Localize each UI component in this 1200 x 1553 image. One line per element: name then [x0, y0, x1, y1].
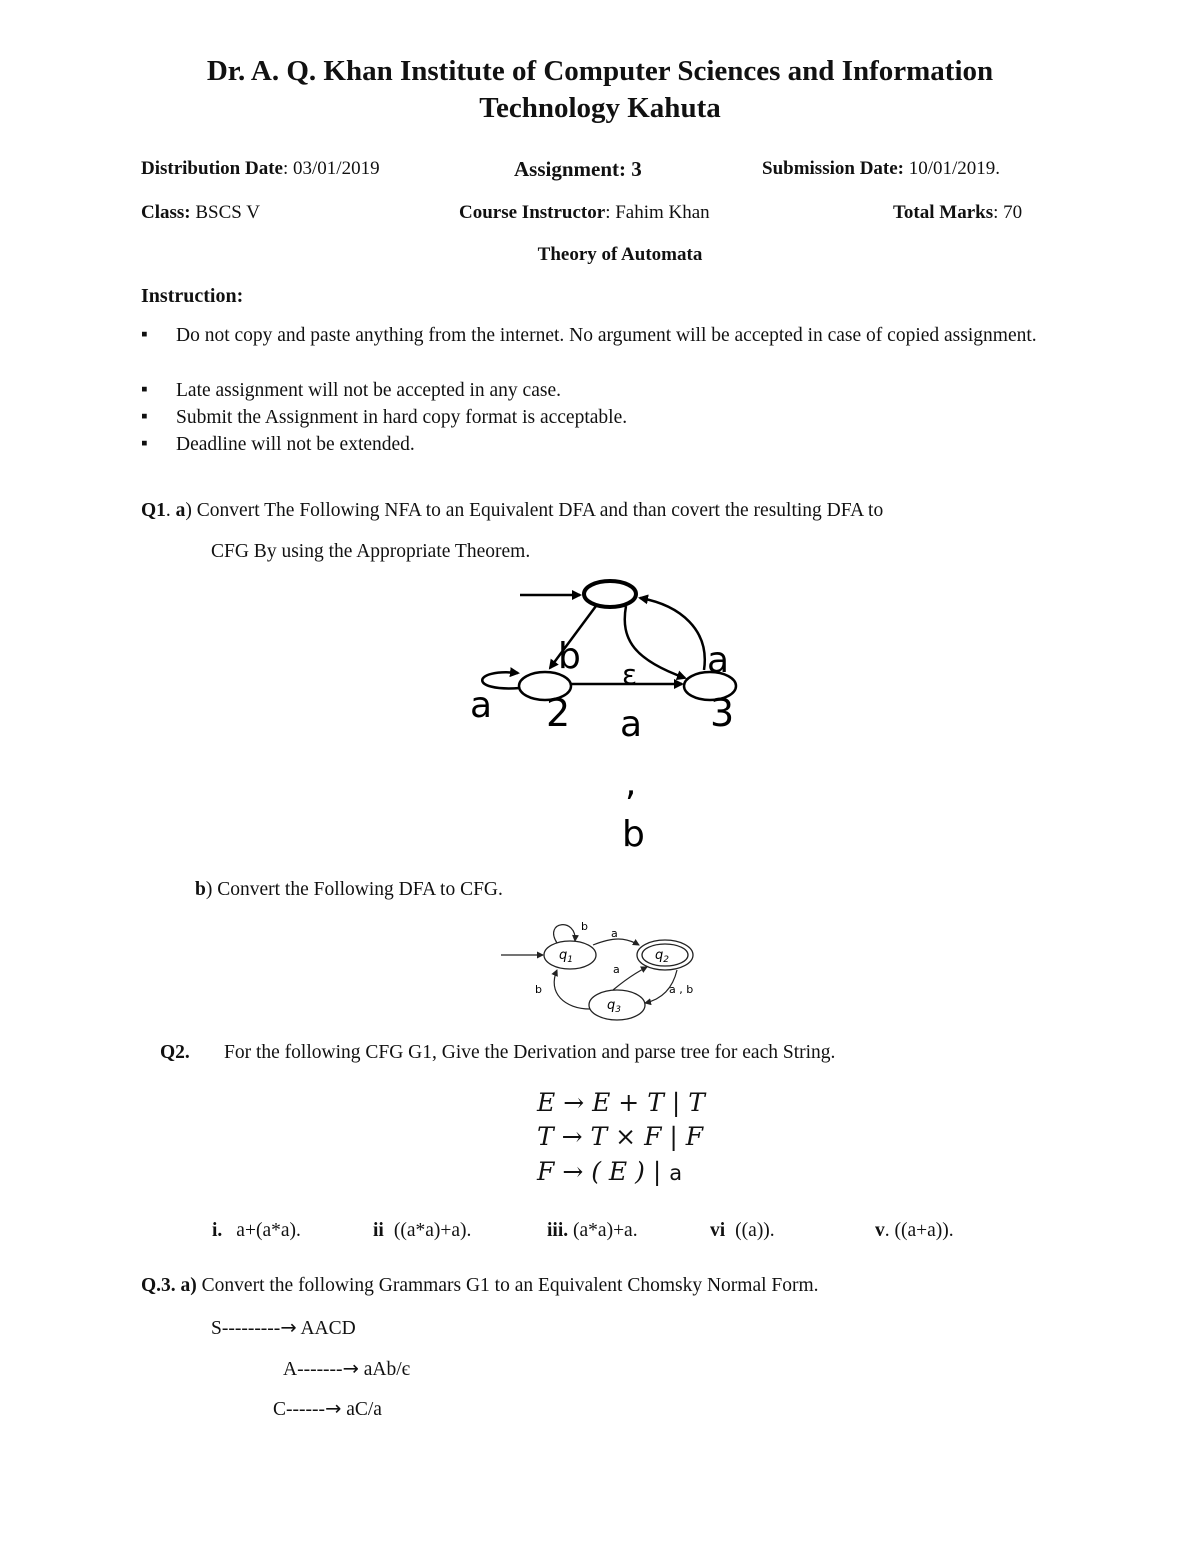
q3-text: Q.3. a) Convert the following Grammars G1 to an Equivalent Chomsky Normal Form.	[141, 1275, 819, 1296]
assignment-number: Assignment: 3	[514, 157, 642, 181]
nfa-edge-3-1	[640, 598, 705, 670]
nfa-state-1	[584, 581, 636, 607]
course-instructor	[459, 202, 710, 224]
dfa-q3-label: $q_3$	[607, 998, 621, 1015]
institute-title-line2: Technology Kahuta	[479, 92, 721, 124]
nfa-label-comma: ,	[625, 763, 637, 804]
nfa-label-b: b	[558, 636, 581, 677]
marks-value: : 70	[993, 202, 1023, 223]
instructor-value: : Fahim Khan	[605, 202, 710, 223]
instruction-item: Do not copy and paste anything from the internet. No argument will be accepted in case of copied assignment.	[176, 325, 1037, 346]
q3-rule-c: C------→ aC/a	[273, 1397, 382, 1420]
dfa-edge-ab-q2q3: a , b	[669, 983, 694, 996]
q1-label: Q1	[141, 500, 166, 521]
instruction-item: Submit the Assignment in hard copy format is acceptable.	[176, 407, 628, 428]
nfa-label-b-bottom: b	[622, 814, 645, 855]
nfa-label-a-top: a	[707, 640, 730, 681]
q1-part-a-line2: CFG By using the Appropriate Theorem.	[211, 541, 531, 562]
distribution-date-label: Distribution Date	[141, 158, 283, 179]
q1-part-a-line1: ) Convert The Following NFA to an Equivalent DFA and than covert the resulting DFA to	[185, 500, 884, 521]
q3-rule-a: A-------→ aAb/є	[283, 1357, 411, 1380]
bullet-icon: ▪	[141, 406, 148, 427]
instructions-heading: Instruction:	[141, 285, 244, 307]
q2-string-1: i. a+(a*a).	[212, 1220, 301, 1241]
distribution-date-value: : 03/01/2019	[282, 158, 380, 179]
nfa-label-epsilon: ε	[622, 658, 638, 691]
q1-part-b-label: b	[195, 879, 206, 900]
dfa-edge-a-q3q2: a	[613, 963, 620, 976]
q1-part-b-text	[195, 879, 503, 901]
submission-date	[762, 158, 1000, 180]
nfa-label-a-bottom: a	[620, 704, 643, 745]
q2-text: For the following CFG G1, Give the Derivation and parse tree for each String.	[224, 1042, 836, 1063]
dfa-edge-a-q1q2: a	[611, 927, 618, 940]
institute-title-line1: Dr. A. Q. Khan Institute of Computer Sciences and Information	[206, 55, 994, 87]
grammar-rule-t: T → T × F | F	[537, 1122, 704, 1151]
dfa-loop-q1	[554, 925, 575, 943]
q2-label: Q2.	[160, 1042, 190, 1063]
dfa-q2-label: $q_2$	[655, 948, 669, 965]
q1-part-a-text: Q1. a) Convert The Following NFA to an Equivalent DFA and than covert the resulting DFA to	[141, 500, 884, 521]
class-label: Class:	[141, 202, 191, 223]
q2-string-2: ii ((a*a)+a).	[373, 1220, 472, 1241]
dfa-q1-label: $q_1$	[559, 948, 573, 965]
instructor-label: Course Instructor	[459, 202, 606, 223]
bullet-icon: ▪	[141, 379, 148, 400]
dfa-diagram	[495, 915, 725, 1025]
course-name: Theory of Automata	[537, 244, 703, 265]
submission-date-label: Submission Date:	[762, 158, 904, 179]
grammar-rule-e: E → E + T | T	[537, 1088, 705, 1117]
total-marks	[893, 202, 1022, 224]
nfa-state-3-label: 3	[710, 691, 735, 735]
instruction-item: Deadline will not be extended.	[176, 434, 415, 455]
grammar-rule-f: F → ( E ) | a	[537, 1157, 683, 1186]
class-value: BSCS V	[190, 202, 260, 223]
dfa-edge-q3-q1	[554, 970, 590, 1009]
submission-date-value: 10/01/2019.	[904, 158, 1001, 179]
q2-string-4: vi ((a)).	[710, 1220, 775, 1241]
nfa-diagram	[460, 570, 760, 860]
bullet-icon: ▪	[141, 324, 148, 345]
marks-label: Total Marks	[893, 202, 994, 223]
distribution-date	[141, 158, 380, 180]
dfa-loop-label: b	[581, 920, 588, 933]
q1-part-b-body: ) Convert the Following DFA to CFG.	[205, 879, 503, 900]
class-info	[141, 202, 260, 224]
q2-string-3: iii. (a*a)+a.	[547, 1220, 638, 1241]
bullet-icon: ▪	[141, 433, 148, 454]
nfa-label-a-loop: a	[470, 685, 493, 726]
q1-part-a-label: a	[175, 500, 186, 521]
dfa-edge-b-q3q1: b	[535, 983, 542, 996]
nfa-state-2-label: 2	[546, 691, 571, 735]
q2-string-5: v. ((a+a)).	[875, 1220, 954, 1241]
instruction-item: Late assignment will not be accepted in any case.	[176, 380, 561, 401]
q3-rule-s: S---------→ AACD	[211, 1316, 356, 1339]
